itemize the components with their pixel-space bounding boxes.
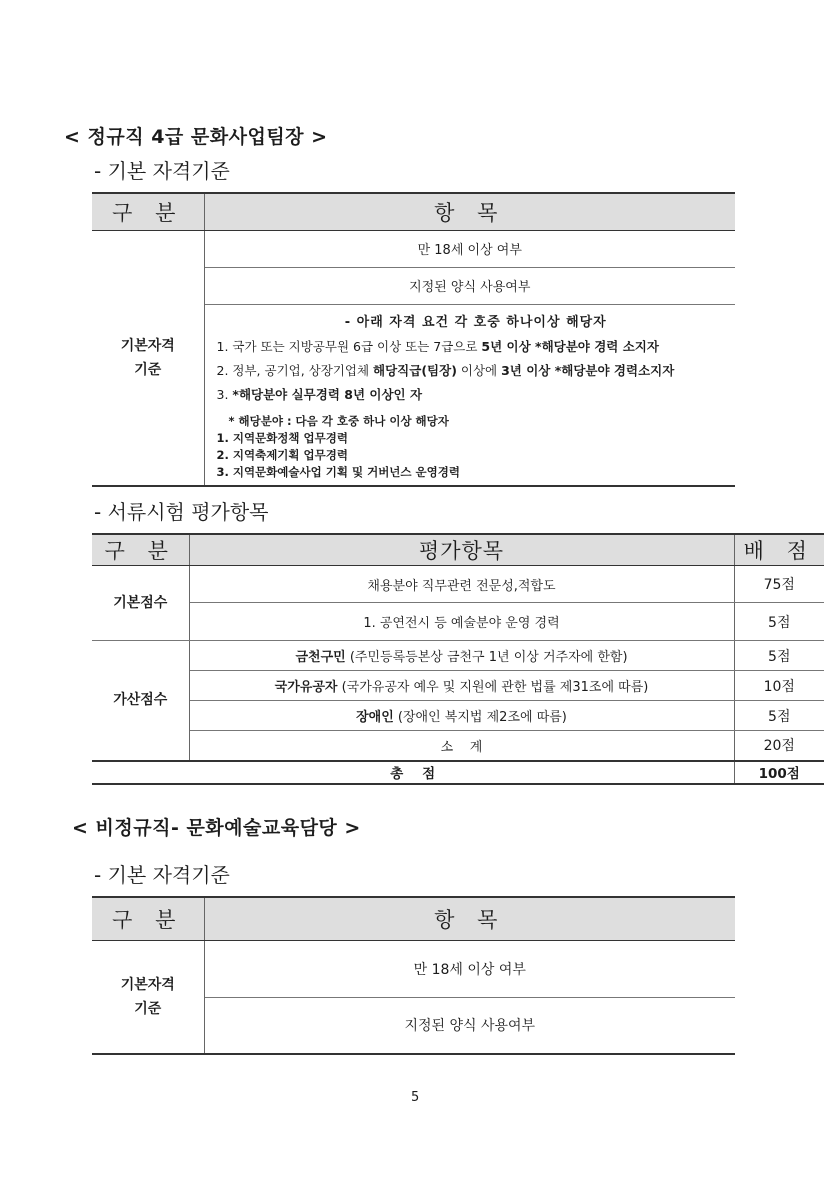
section-title-regular: < 정규직 4급 문화사업팀장 > [64, 126, 328, 148]
header-item: 항 목 [204, 193, 735, 230]
bonus-item-disabled: 장애인 (장애인 복지법 제2조에 따름) [189, 701, 734, 731]
category-bonus-score: 가산점수 [92, 641, 189, 761]
criteria-line-2: 2. 정부, 공기업, 상장기업체 해당직급(팀장) 이상에 3년 이상 *해당분야 경력소지자 [216, 362, 675, 378]
basic-qualification-subtitle-2: - 기본 자격기준 [94, 863, 230, 887]
qualification-criteria [204, 304, 735, 486]
item-age: 만 18세 이상 여부 [204, 230, 735, 267]
basic-qualification-subtitle: - 기본 자격기준 [94, 159, 230, 183]
bonus-item-veteran: 국가유공자 (국가유공자 예우 및 지원에 관한 법률 제31조에 따름) [189, 671, 734, 701]
document-evaluation-subtitle: - 서류시험 평가항목 [94, 500, 269, 524]
category-basic-qualification: 기본자격 기준 [92, 230, 204, 486]
page-number: 5 [411, 1090, 420, 1105]
total-score: 100점 [734, 761, 824, 784]
field-note [217, 413, 736, 481]
criteria-head: - 아래 자격 요건 각 호중 하나이상 해당자 [344, 314, 607, 330]
header-score: 배 점 [734, 534, 824, 566]
score-arts-experience: 5점 [734, 603, 824, 641]
total-label: 총 점 [92, 761, 734, 784]
category-basic-qualification: 기본자격 기준 [92, 940, 204, 1054]
criteria-line-1: 1. 국가 또는 지방공무원 6급 이상 또는 7급으로 5년 이상 *해당분야 경력 소지자 [216, 338, 659, 354]
eval-item-expertise: 채용분야 직무관련 전문성,적합도 [189, 566, 734, 603]
header-eval-item: 평가항목 [189, 534, 734, 566]
bonus-item-resident: 금천구민 (주민등록등본상 금천구 1년 이상 거주자에 한함) [189, 641, 734, 671]
header-category: 구 분 [92, 534, 189, 566]
basic-qualification-table-2 [92, 896, 735, 1055]
field-note-item: 3. 지역문화예술사업 기획 및 거버넌스 운영경력 [216, 464, 460, 479]
document-evaluation-table [92, 533, 824, 785]
subtotal-score: 20점 [734, 731, 824, 761]
category-basic-score: 기본점수 [92, 566, 189, 641]
score-expertise: 75점 [734, 566, 824, 603]
header-category: 구 분 [92, 897, 204, 940]
item-age: 만 18세 이상 여부 [204, 940, 735, 997]
basic-qualification-table [92, 192, 735, 487]
field-note-item: 2. 지역축제기획 업무경력 [216, 447, 348, 462]
section-title-nonregular: < 비정규직- 문화예술교육담당 > [72, 817, 361, 839]
score-veteran: 10점 [734, 671, 824, 701]
eval-item-arts-experience: 1. 공연전시 등 예술분야 운영 경력 [189, 603, 734, 641]
field-note-item: 1. 지역문화정책 업무경력 [216, 430, 348, 445]
score-resident: 5점 [734, 641, 824, 671]
item-form: 지정된 양식 사용여부 [204, 997, 735, 1054]
subtotal-label: 소 계 [440, 739, 483, 755]
header-category: 구 분 [92, 193, 204, 230]
field-note-head: * 해당분야 : 다음 각 호중 하나 이상 해당자 [228, 413, 449, 428]
criteria-line-3: 3. *해당분야 실무경력 8년 이상인 자 [216, 386, 423, 402]
header-item: 항 목 [204, 897, 735, 940]
score-disabled: 5점 [734, 701, 824, 731]
item-form: 지정된 양식 사용여부 [204, 267, 735, 304]
